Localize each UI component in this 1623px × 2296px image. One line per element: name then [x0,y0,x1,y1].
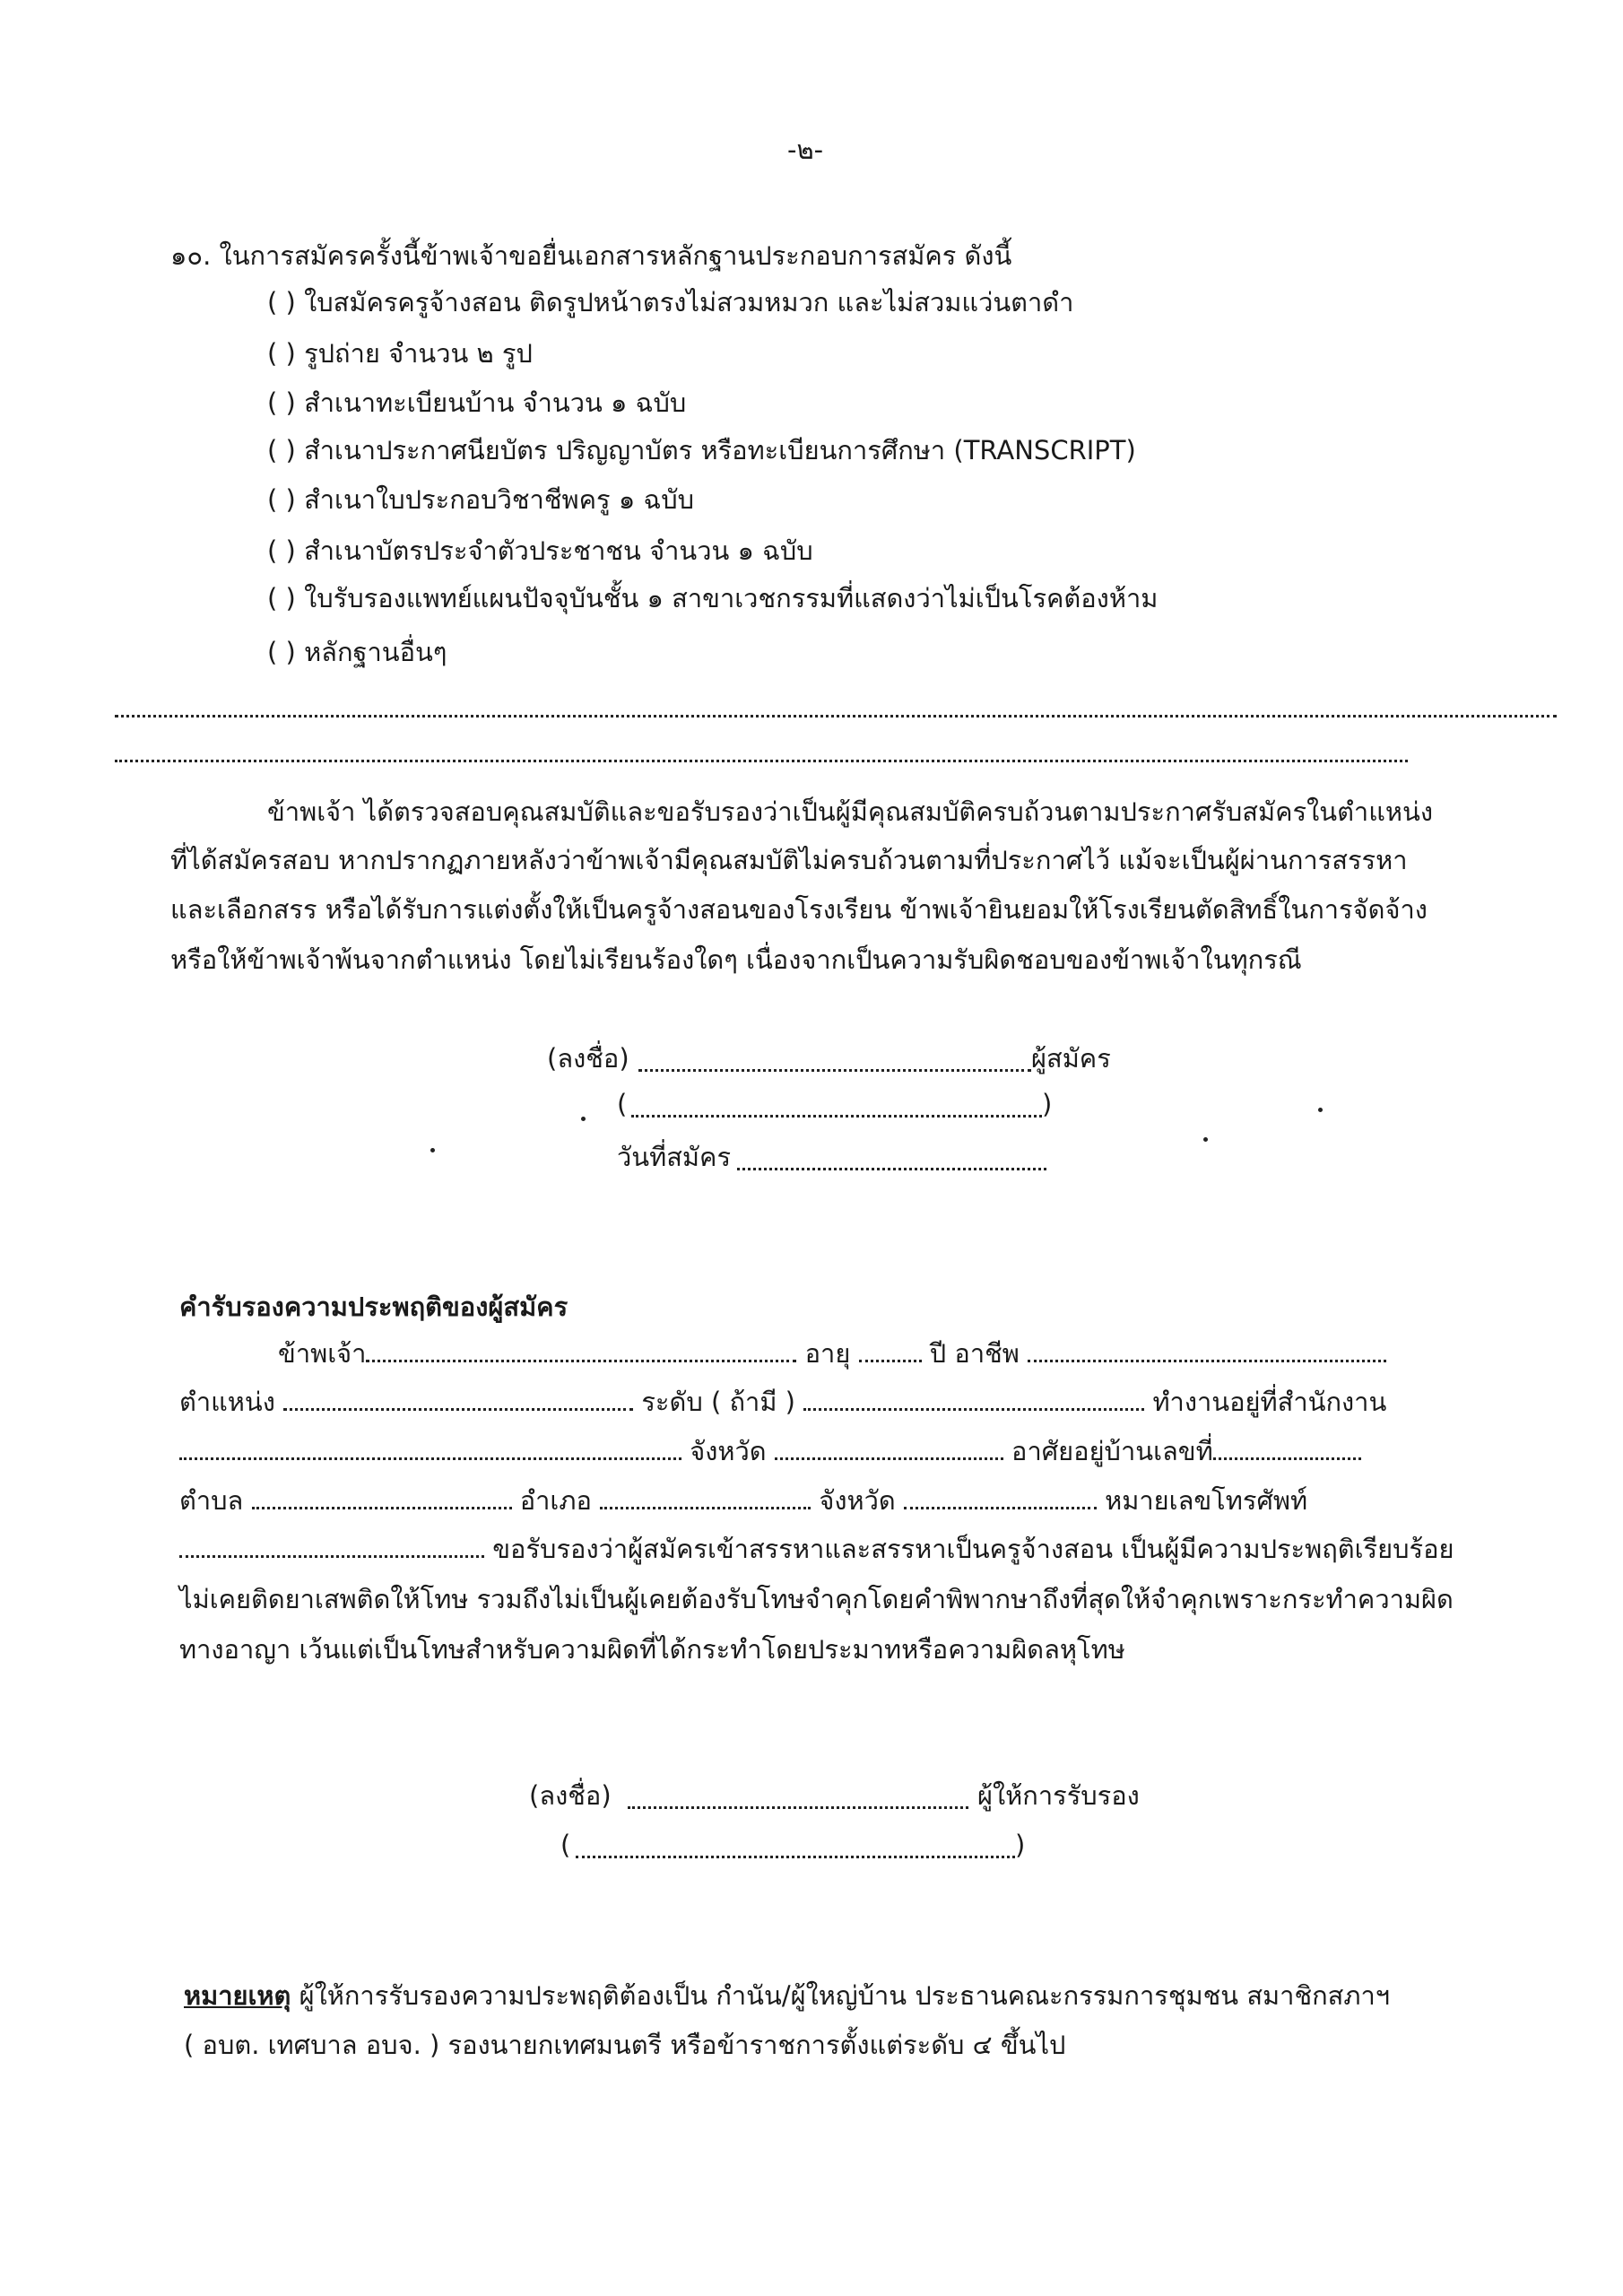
applicant-role: ผู้สมัคร [1031,1043,1111,1074]
age-label: อายุ [804,1338,851,1369]
open-paren: ( [617,1089,628,1119]
phone-label: หมายเลขโทรศัพท์ [1105,1485,1308,1516]
address-fill [1213,1457,1361,1460]
office-fill [179,1457,681,1460]
cert-line-3 [179,1436,1361,1467]
scan-speck [1203,1137,1208,1142]
signature-line [628,1806,968,1809]
sign-label: (ลงชื่อ) [529,1780,612,1811]
declaration-line: ข้าพเจ้า ได้ตรวจสอบคุณสมบัติและขอรับรองว่าเป็นผู้มีคุณสมบัติครบถ้วนตามประกาศรับสมัครในตำแหน่ง [267,796,1433,827]
cert-line-6: ไม่เคยติดยาเสพติดให้โทษ รวมถึงไม่เป็นผู้เคยต้องรับโทษจำคุกโดยคำพิพากษาถึงที่สุดให้จำคุกเพราะกระทำความผิด [179,1584,1454,1614]
certifier-role: ผู้ให้การรับรอง [977,1780,1140,1811]
name-line [576,1856,1015,1858]
name-fill [366,1360,796,1362]
province-fill-2 [904,1507,1097,1509]
subdistrict-fill [252,1507,512,1509]
province-fill [775,1457,1003,1460]
age-fill [859,1360,922,1362]
note-line-2: ( อบต. เทศบาล อบจ. ) รองนายกเทศมนตรี หรือข้าราชการตั้งแต่ระดับ ๔ ขึ้นไป [184,2030,1066,2060]
occupation-label: ปี อาชีพ [929,1338,1020,1369]
document-item: ( ) สำเนาทะเบียนบ้าน จำนวน ๑ ฉบับ [267,387,687,418]
document-item: ( ) สำเนาบัตรประจำตัวประชาชน จำนวน ๑ ฉบับ [267,535,813,566]
signature-line [638,1069,1031,1072]
section-heading: ๑๐. ในการสมัครครั้งนี้ข้าพเจ้าขอยื่นเอกสารหลักฐานประกอบการสมัคร ดังนี้ [170,240,1012,271]
page-number: -๒- [787,135,824,165]
close-paren: ) [1042,1089,1053,1119]
name-label: ข้าพเจ้า [278,1338,367,1369]
declaration-line: หรือให้ข้าพเจ้าพ้นจากตำแหน่ง โดยไม่เรียนร้องใดๆ เนื่องจากเป็นความรับผิดชอบของข้าพเจ้าในทุกรณี [170,944,1302,975]
address-label: อาศัยอยู่บ้านเลขที่ [1011,1436,1213,1466]
cert-line-1 [278,1338,1386,1370]
note-line-1 [184,1980,1390,2012]
scan-speck [581,1117,586,1121]
date-label: วันที่สมัคร [617,1142,732,1172]
name-line [631,1115,1042,1118]
document-item: ( ) สำเนาใบประกอบวิชาชีพครู ๑ ฉบับ [267,484,695,515]
document-item: ( ) ใบรับรองแพทย์แผนปัจจุบันชั้น ๑ สาขาเวชกรรมที่แสดงว่าไม่เป็นโรคต้องห้าม [267,583,1159,613]
position-label: ตำแหน่ง [179,1387,275,1417]
declaration-line: และเลือกสรร หรือได้รับการแต่งตั้งให้เป็นครูจ้างสอนของโรงเรียน ข้าพเจ้ายินยอมให้โรงเรียนตัดสิทธิ์ในการจัดจ้าง [170,894,1428,925]
certification-title: คำรับรองความประพฤติของผู้สมัคร [179,1292,568,1322]
document-item: ( ) หลักฐานอื่นๆ [267,637,447,667]
cert-line-2 [179,1387,1386,1418]
declaration-line: ที่ได้สมัครสอบ หากปรากฏภายหลังว่าข้าพเจ้ามีคุณสมบัติไม่ครบถ้วนตามที่ประกาศไว้ แม้จะเป็นผู้ผ่านการสรรหา [170,845,1408,875]
note-text: ผู้ให้การรับรองความประพฤติต้องเป็น กำนัน/ผู้ใหญ่บ้าน ประธานคณะกรรมการชุมชน สมาชิกสภาฯ [291,1980,1391,2011]
province-label: จังหวัด [690,1436,767,1466]
note-label: หมายเหตุ [184,1980,291,2011]
date-line [737,1168,1046,1170]
document-item: ( ) สำเนาประกาศนียบัตร ปริญญาบัตร หรือทะเบียนการศึกษา (TRANSCRIPT) [267,435,1136,465]
position-fill [283,1408,633,1411]
cert-line-4 [179,1485,1307,1517]
district-label: อำเภอ [519,1485,592,1516]
district-fill [600,1507,811,1509]
cert-statement: ขอรับรองว่าผู้สมัครเข้าสรรหาและสรรหาเป็นครูจ้างสอน เป็นผู้มีความประพฤติเรียบร้อย [492,1534,1454,1564]
document-item: ( ) ใบสมัครครูจ้างสอน ติดรูปหน้าตรงไม่สวมหมวก และไม่สวมแว่นตาดำ [267,287,1074,317]
occupation-fill [1028,1360,1386,1362]
close-paren: ) [1015,1830,1026,1860]
scan-speck [1318,1108,1323,1112]
province-label-2: จังหวัด [819,1485,896,1516]
level-label: ระดับ ( ถ้ามี ) [641,1387,795,1417]
sign-label: (ลงชื่อ) [547,1043,629,1074]
level-fill [803,1408,1144,1411]
phone-fill [179,1555,484,1558]
cert-line-7: ทางอาญา เว้นแต่เป็นโทษสำหรับความผิดที่ได้กระทำโดยประมาทหรือความผิดลหุโทษ [179,1634,1125,1665]
fill-line [115,715,1557,718]
document-item: ( ) รูปถ่าย จำนวน ๒ รูป [267,338,533,369]
subdistrict-label: ตำบล [179,1485,244,1516]
fill-line [115,760,1408,762]
cert-line-5 [179,1534,1454,1565]
office-label: ทำงานอยู่ที่สำนักงาน [1152,1387,1387,1417]
scan-speck [430,1148,435,1152]
open-paren: ( [560,1830,571,1860]
